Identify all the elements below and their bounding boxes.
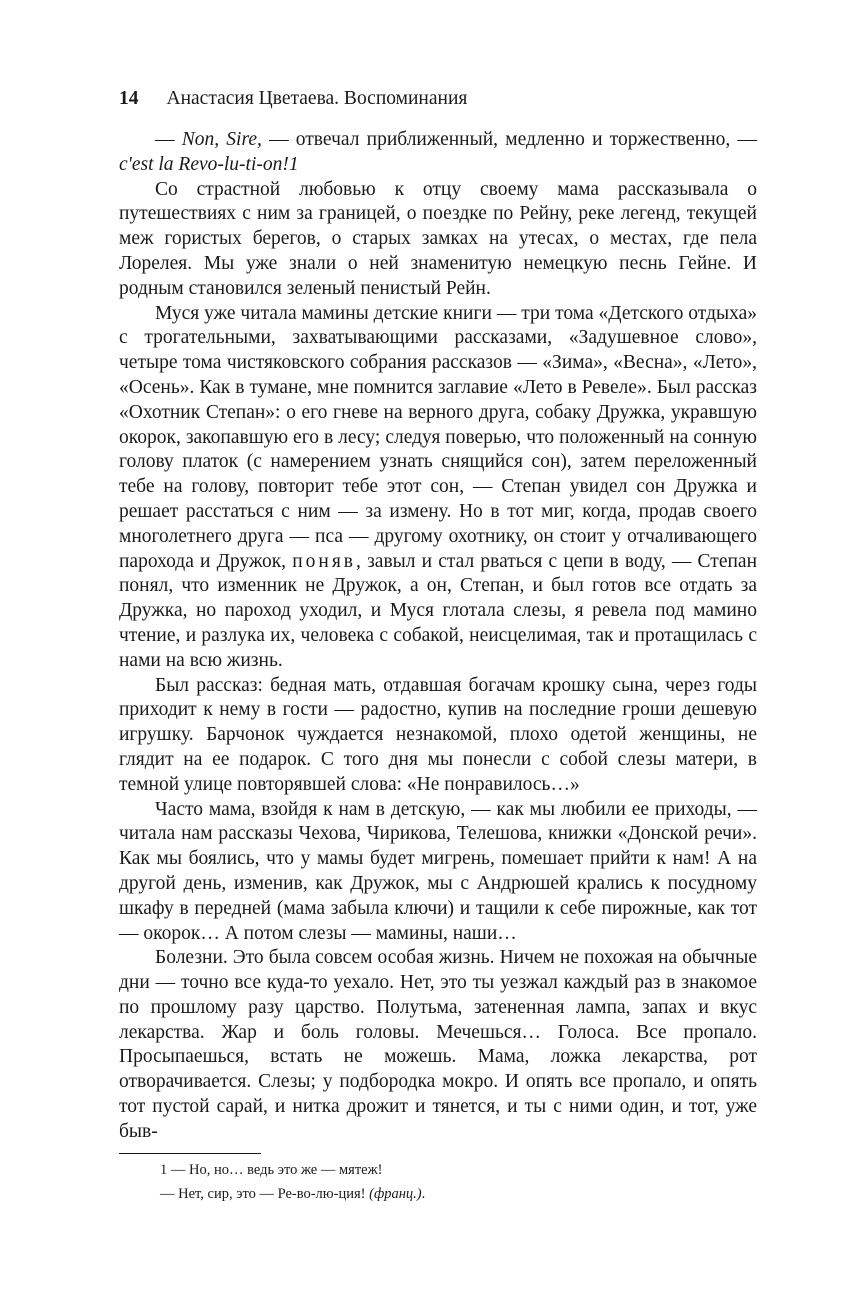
- p1-italic-non-sire: Non, Sire,: [181, 129, 262, 150]
- page: [119, 86, 757, 1145]
- footnote-line-1: 1 — Но, но… ведь это же — мятеж!: [160, 1162, 383, 1178]
- paragraph-5: Часто мама, взойдя к нам в детскую, — как мы любили ее приходы, — читала нам рассказы Чехова, Чирикова, Телешова, книжки «Донской речи». Как мы боялись, что у мамы будет мигрень, помешает прийти к нам! А на другой день, изменив, как Дружок, мы с Андрюшей крались к посудному шкафу в передней (мама забыла ключи) и тащили к себе пирожные, как тот — окорок… А потом слезы — мамины, наши…: [119, 798, 757, 944]
- running-title: Анастасия Цветаева. Воспоминания: [166, 88, 468, 109]
- paragraph-3: [119, 302, 757, 674]
- footnote-line-2-text: — Нет, сир, это — Ре-во-лю-ция!: [160, 1186, 370, 1202]
- running-header: [119, 86, 757, 112]
- page-number: 14: [119, 88, 139, 109]
- paragraph-6: Болезни. Это была совсем особая жизнь. Ничем не похожая на обычные дни — точно все куда-то уехало. Нет, это ты уезжал каждый раз в знакомое по прошлому разу царство. Полутьма, затененная лампа, запах и вкус лекарства. Жар и боль головы. Мечешься… Голоса. Все пропало. Просыпаешься, встать не можешь. Мама, ложка лекарства, рот отворачивается. Слезы; у подбородка мокро. И опять все пропало, и опять тот пустой сарай, и нитка дрожит и тянется, и ты с ними один, и тот, уже быв-: [119, 947, 757, 1142]
- p3-spaced-word: поняв: [292, 550, 357, 572]
- p1-italic-revolution: c'est la Revo-lu-ti-on!: [119, 153, 289, 175]
- footnotes: [160, 1158, 720, 1206]
- footnote-divider: [119, 1153, 261, 1154]
- footnote-line-2: [160, 1182, 720, 1206]
- paragraph-2: Со страстной любовью к отцу своему мама рассказывала о путешествиях с ним за границей, о поездке по Рейну, реке легенд, текущей меж гористых берегов, о старых замках на утесах, о местах, где пела Лорелея. Мы уже знали о ней знаменитую немецкую песнь Гейне. И родным становился зеленый пенистый Рейн.: [119, 178, 757, 299]
- p1-dash: —: [155, 129, 182, 150]
- p1-text: — отвечал приближенный, медленно и торжественно, —: [261, 129, 757, 150]
- p3-text-before: Муся уже читала мамины детские книги — три тома «Детского отдыха» с трогательными, захватывающими рассказами, «Задушевное слово», четыре тома чистяковского собрания рассказов — «Зима», «Весна», «Лето», «Осень». Как в тумане, мне помнится заглавие «Лето в Ревеле». Был рассказ «Охотник Степан»: о его гневе на верного друга, собаку Дружка, укравшую окорок, закопавшую его в лесу; следуя поверью, что положенный на сонную голову платок (с намерением узнать снящийся сон), затем переложенный тебе на голову, повторит тебе этот сон, — Степан увидел сон Дружка и решает расстаться с ним — за измену. Но в тот миг, когда, продав своего многолетнего друга — пса — другому охотнику, он стоит у отчаливающего парохода и Дружок,: [119, 302, 757, 572]
- footnote-reference: 1: [288, 153, 299, 175]
- paragraph-4: Был рассказ: бедная мать, отдавшая богачам крошку сына, через годы приходит к нему в гости — радостно, купив на последние гроши дешевую игрушку. Барчонок чуждается незнакомой, плохо одетой женщины, не глядит на ее подарок. С того дня мы понесли с собой слезы матери, в темной улице повторявшей слова: «Не понравилось…»: [119, 674, 757, 795]
- body-text: [119, 128, 757, 1145]
- footnote-line-2-end: .: [421, 1186, 426, 1202]
- footnote-language-note: (франц.): [369, 1186, 422, 1202]
- paragraph-1: [119, 128, 757, 178]
- p3-text-after: , завыл и стал рваться с цепи в воду, — Степан понял, что изменник не Дружок, а он, Степан, и был готов все отдать за Дружка, но пароход уходил, и Муся глотала слезы, я ревела под мамино чтение, и разлука их, человека с собакой, неисцелимая, так и протащилась с нами на всю жизнь.: [119, 550, 758, 671]
